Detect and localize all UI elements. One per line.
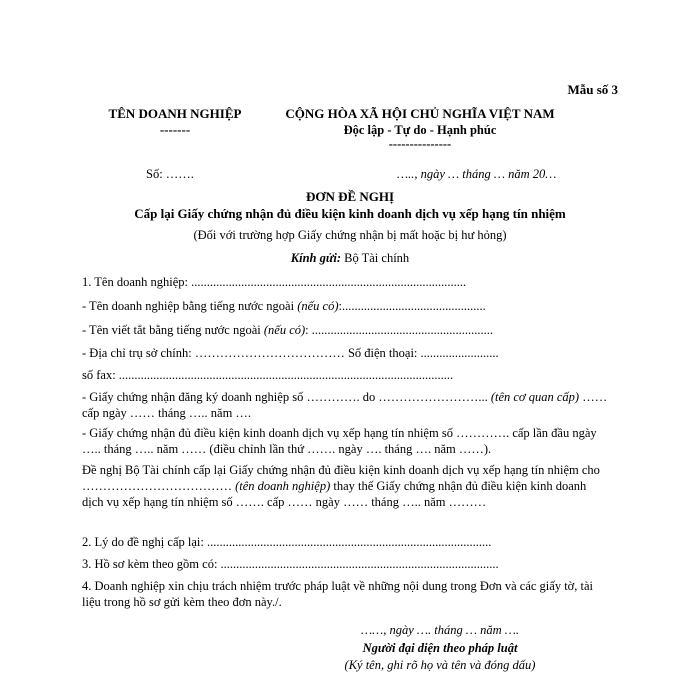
field-business-registration [82, 389, 610, 421]
addressee-label: Kính gửi: [290, 251, 342, 265]
field-foreign-name [82, 298, 486, 314]
document-subtitle: Cấp lại Giấy chứng nhận đủ điều kiện kinh doanh dịch vụ xếp hạng tín nhiệm [134, 206, 566, 221]
company-dashes: ------- [159, 122, 191, 137]
commitment-paragraph: 4. Doanh nghiệp xin chịu trách nhiệm trước pháp luật về những nội dung trong Đơn và các giấy tờ, tài liệu trong hồ sơ gửi kèm theo đơn này./. [82, 579, 594, 609]
document-title: ĐƠN ĐỀ NGHỊ [305, 189, 395, 204]
field-short-name [82, 322, 493, 338]
field-reason: 2. Lý do đề nghị cấp lại: ........................................................................................... [82, 535, 492, 549]
field-address: - Địa chỉ trụ sở chính: ……………………………… Số điện thoại: ......................... [82, 346, 499, 360]
field-short-name-label: - Tên viết tắt bằng tiếng nước ngoài [82, 323, 264, 337]
request-text-continued: thay thế Giấy chứng nhận đủ điều kiện kinh doanh dịch vụ xếp hạng tín nhiệm số ……. cấp …… ngày …… tháng ….. năm ……… [82, 479, 587, 509]
nation-title: CỘNG HÒA XÃ HỘI CHỦ NGHĨA VIỆT NAM [285, 106, 555, 121]
field-short-name-optional: (nếu có) [263, 323, 306, 337]
request-paragraph [82, 462, 610, 510]
field-foreign-name-blank: :.............................................. [338, 299, 486, 313]
addressee [0, 251, 700, 266]
field-fax: số fax: ........................................................................................................... [82, 368, 454, 382]
company-label: TÊN DOANH NGHIỆP [108, 106, 242, 121]
signature-title: Người đại diện theo pháp luật [362, 641, 518, 655]
signature-note: (Ký tên, ghi rõ họ và tên và đóng dấu) [344, 658, 536, 672]
signature-date: ……, ngày …. tháng … năm …. [361, 623, 519, 637]
motto-dashes: --------------- [388, 137, 452, 151]
document-date: ….., ngày … tháng … năm 20… [397, 167, 557, 181]
request-text: Đề nghị Bộ Tài chính cấp lại Giấy chứng nhận đủ điều kiện kinh doanh dịch vụ xếp hạng tín nhiệm cho ……………………………… [82, 463, 600, 493]
field-foreign-name-label: - Tên doanh nghiệp bằng tiếng nước ngoài [82, 299, 298, 313]
business-registration-issuer: (tên cơ quan cấp) [490, 390, 580, 404]
addressee-value: Bộ Tài chính [341, 251, 410, 265]
business-registration-date: …… cấp ngày …… tháng ….. năm …. [82, 390, 608, 420]
motto: Độc lập - Tự do - Hạnh phúc [343, 123, 497, 137]
form-number: Mẫu số 3 [567, 82, 618, 97]
field-foreign-name-optional: (nếu có) [297, 299, 339, 313]
field-company-name: 1. Tên doanh nghiệp: ........................................................................................ [82, 275, 467, 289]
business-registration-text: - Giấy chứng nhận đăng ký doanh nghiệp số …………. do ……………………... [82, 390, 491, 404]
field-certificate: - Giấy chứng nhận đủ điều kiện kinh doanh dịch vụ xếp hạng tín nhiệm số …………. cấp lần đầu ngày ….. tháng ….. năm …… (điều chỉnh lần thứ ……. ngày …. tháng …. năm ……). [82, 426, 597, 456]
document-number: Số: ……. [146, 167, 194, 181]
request-company-name: (tên doanh nghiệp) [235, 479, 331, 493]
field-attachments: 3. Hồ sơ kèm theo gồm có: ......................................................................................... [82, 557, 499, 571]
field-short-name-blank: : .......................................................... [305, 323, 494, 337]
document-note: (Đối với trường hợp Giấy chứng nhận bị mất hoặc bị hư hỏng) [193, 228, 507, 242]
